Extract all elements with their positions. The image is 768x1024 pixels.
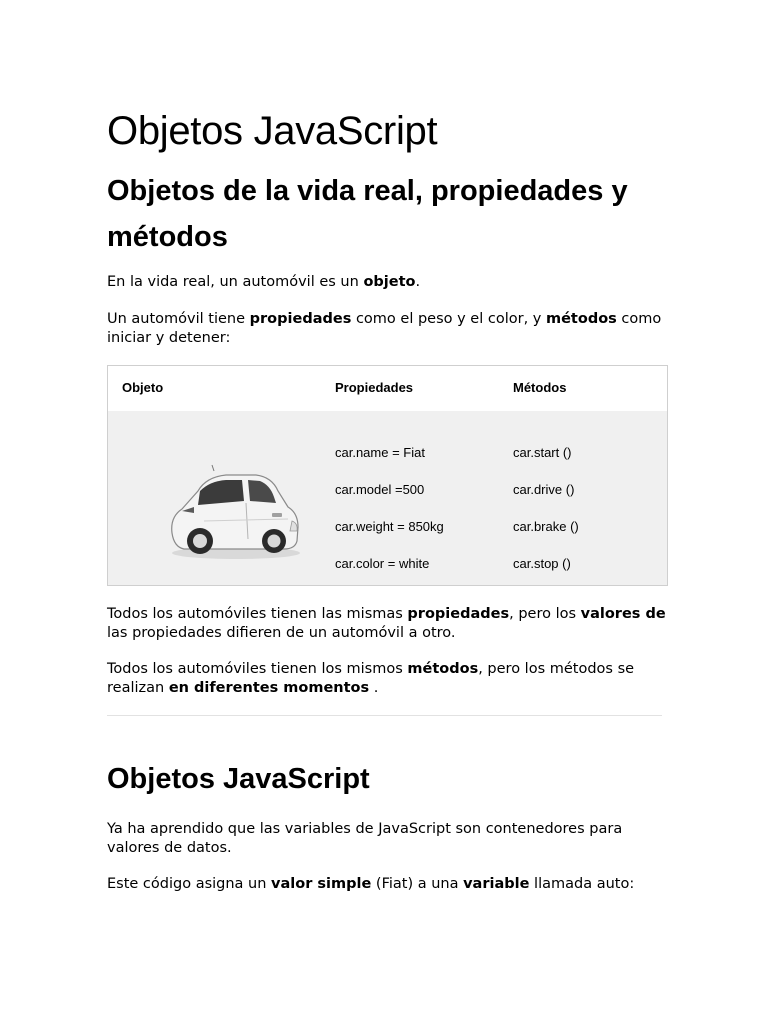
page-title: Objetos JavaScript bbox=[107, 109, 438, 153]
paragraph-variables: Ya ha aprendido que las variables de JavaScript son contenedores para valores de datos. bbox=[107, 821, 623, 856]
property-model: car.model =500 bbox=[335, 482, 425, 497]
method-stop: car.stop () bbox=[513, 556, 571, 571]
paragraph-same-methods: Todos los automóviles tienen los mismos métodos, pero los métodos se realizan en diferentes momentos . bbox=[107, 661, 635, 696]
header-metodos: Métodos bbox=[513, 380, 567, 395]
property-color: car.color = white bbox=[335, 556, 430, 571]
paragraph-properties-methods: Un automóvil tiene propiedades como el peso y el color, y métodos como iniciar y detener: bbox=[107, 311, 662, 346]
property-name: car.name = Fiat bbox=[335, 445, 425, 460]
method-brake: car.brake () bbox=[513, 519, 579, 534]
section-heading-real-life: Objetos de la vida real, propiedades y métodos bbox=[107, 175, 628, 253]
section-divider bbox=[107, 715, 662, 716]
method-drive: car.drive () bbox=[513, 482, 575, 497]
paragraph-car-is-object: En la vida real, un automóvil es un objeto. bbox=[107, 274, 421, 290]
header-propiedades: Propiedades bbox=[335, 380, 414, 395]
table-body-row bbox=[108, 411, 667, 585]
paragraph-simple-value: Este código asigna un valor simple (Fiat) a una variable llamada auto: bbox=[107, 876, 635, 892]
property-weight: car.weight = 850kg bbox=[335, 519, 444, 534]
car-image bbox=[164, 461, 304, 561]
paragraph-same-properties: Todos los automóviles tienen las mismas propiedades, pero los valores de las propiedades difieren de un automóvil a otro. bbox=[107, 606, 666, 641]
object-table bbox=[107, 365, 668, 586]
method-start: car.start () bbox=[513, 445, 572, 460]
header-objeto: Objeto bbox=[122, 380, 164, 395]
section-heading-js-objects: Objetos JavaScript bbox=[107, 763, 370, 795]
table-header-row bbox=[108, 366, 667, 411]
